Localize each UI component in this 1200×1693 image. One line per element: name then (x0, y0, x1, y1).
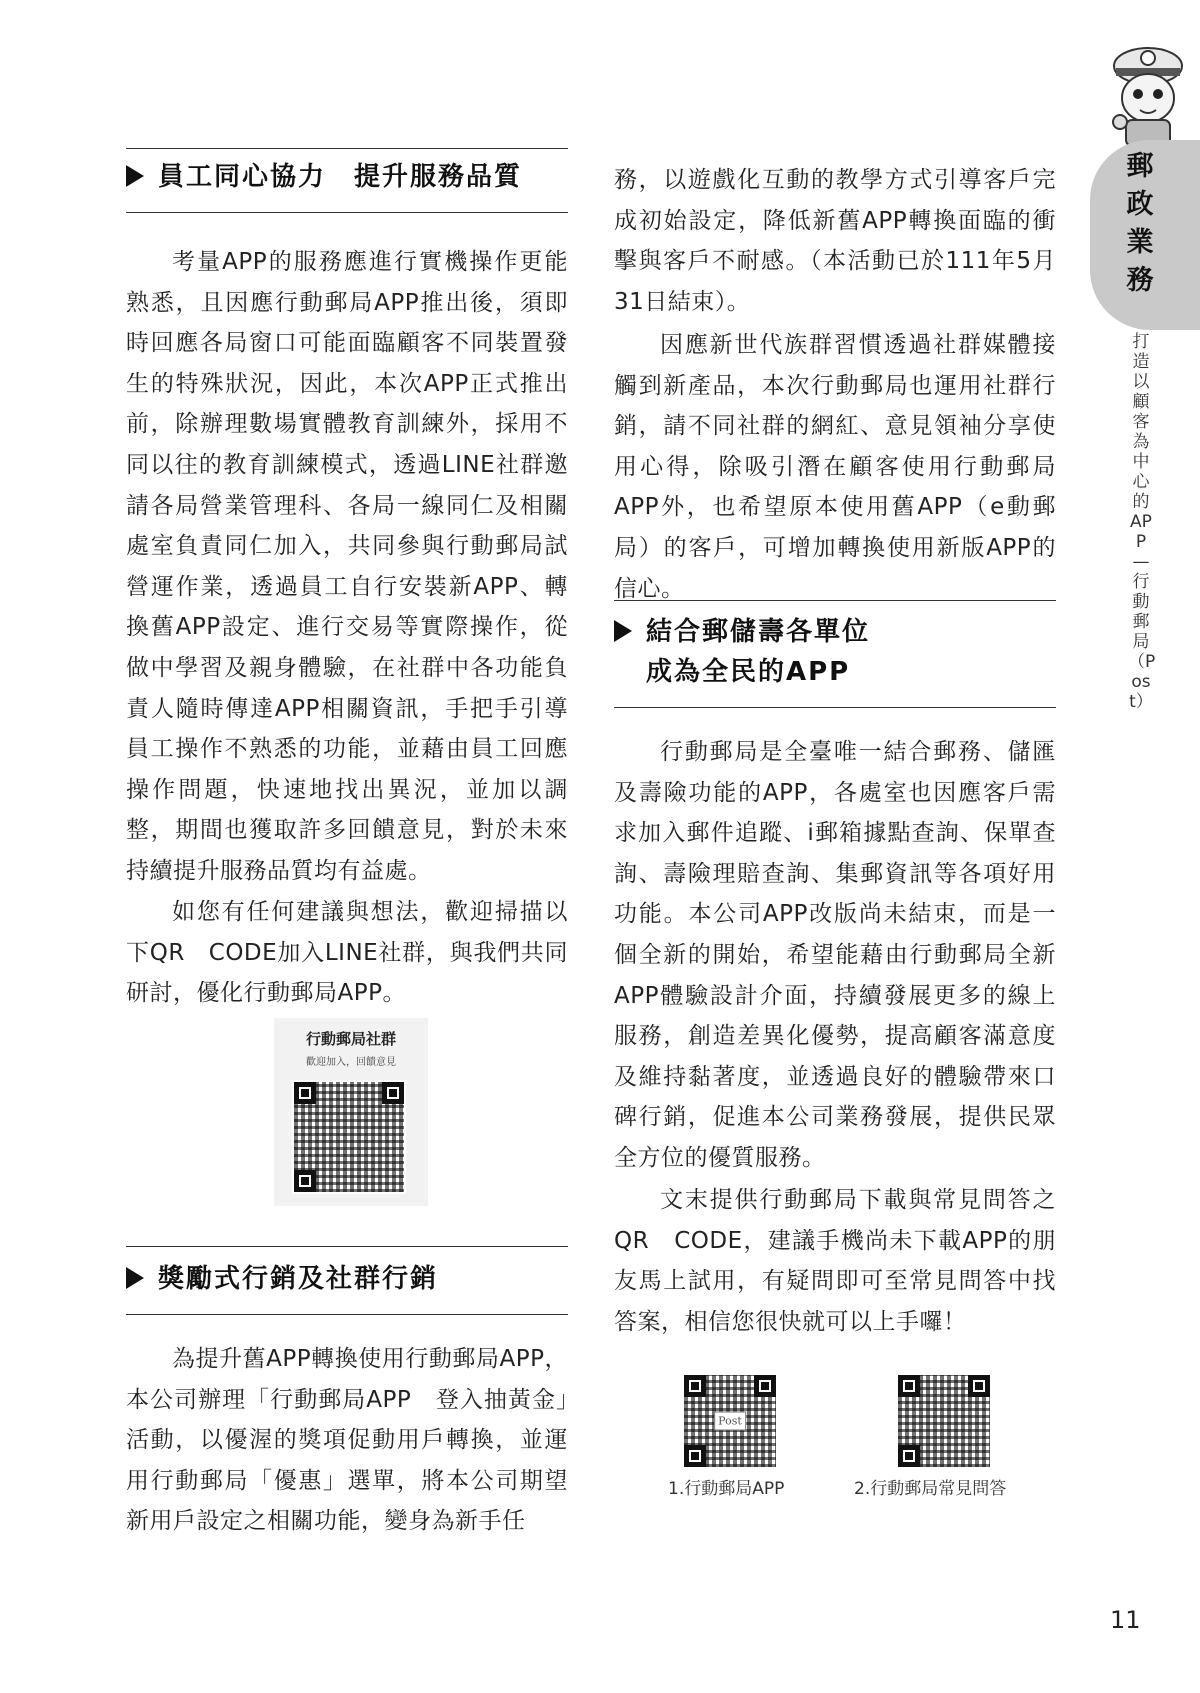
qr-card-title: 行動郵局社群 (305, 1030, 396, 1048)
divider (614, 707, 1056, 708)
body-paragraph: 如您有任何建議與想法，歡迎掃描以下QR CODE加入LINE社群，與我們共同研討，優化行動郵局APP。 (126, 899, 568, 1007)
article-subtitle-vertical: 打造以顧客為中心的APP—行動郵局（Post） (1128, 332, 1156, 712)
body-paragraph-continued: 務，以遊戲化互動的教學方式引導客戶完成初始設定，降低新舊APP轉換面臨的衝擊與客戶不耐感。（本活動已於111年5月31日結束）。 (614, 167, 1056, 315)
postal-mascot-illustration (1100, 36, 1192, 148)
triangle-bullet-icon (126, 165, 144, 187)
divider (126, 212, 568, 213)
section-heading: 獎勵式行銷及社群行銷 (126, 1259, 568, 1299)
qr-card-subtitle: 歡迎加入，回饋意見 (306, 1057, 396, 1068)
section-title-vertical: 郵政業務 (1126, 151, 1154, 296)
line-group-qr-card (274, 1018, 428, 1206)
triangle-bullet-icon (126, 1267, 144, 1289)
body-paragraph: 因應新世代族群習慣透過社群媒體接觸到新產品，本次行動郵局也運用社群行銷，請不同社群的網紅、意見領袖分享使用心得，除吸引潛在顧客使用行動郵局APP外，也希望原本使用舊APP（e動郵局）的客戶，可增加轉換使用新版APP的信心。 (614, 332, 1056, 602)
section-heading: 員工同心協力 提升服務品質 (126, 157, 568, 197)
divider (614, 600, 1056, 601)
section-heading: 結合郵儲壽各單位 成為全民的APP (614, 612, 1056, 692)
qr-caption: 1.行動郵局APP (668, 1479, 785, 1499)
page-number: 11 (1110, 1606, 1141, 1634)
divider (126, 148, 568, 149)
body-paragraph: 考量APP的服務應進行實機操作更能熟悉，且因應行動郵局APP推出後，須即時回應各局窗口可能面臨顧客不同裝置發生的特殊狀況，因此，本次APP正式推出前，除辦理數場實體教育訓練外，採用不同以往的教育訓練模式，透過LINE社群邀請各局營業管理科、各局一線同仁及相關處室負責同仁加入，共同參與行動郵局試營運作業，透過員工自行安裝新APP、轉換舊APP設定、進行交易等實際操作，從做中學習及親身體驗，在社群中各功能負責人隨時傳達APP相關資訊，手把手引導員工操作不熟悉的功能，並藉由員工回應操作問題，快速地找出異況，並加以調整，期間也獲取許多回饋意見，對於未來持續提升服務品質均有益處。 (126, 249, 568, 884)
triangle-bullet-icon (614, 620, 632, 642)
divider (126, 1246, 568, 1247)
faq-qr-code[interactable] (896, 1373, 992, 1469)
divider (126, 1314, 568, 1315)
body-paragraph: 行動郵局是全臺唯一結合郵務、儲匯及壽險功能的APP，各處室也因應客戶需求加入郵件追蹤、i郵箱據點查詢、保單查詢、壽險理賠查詢、集郵資訊等各項好用功能。本公司APP改版尚未結束，而是一個全新的開始，希望能藉由行動郵局全新APP體驗設計介面，持續發展更多的線上服務，創造差異化優勢，提高顧客滿意度及維持黏著度，並透過良好的體驗帶來口碑行銷，促進本公司業務發展，提供民眾全方位的優質服務。 (614, 739, 1056, 1171)
app-download-qr-code[interactable] (682, 1373, 778, 1469)
body-paragraph: 為提升舊APP轉換使用行動郵局APP，本公司辦理「行動郵局APP 登入抽黃金」活動，以優渥的獎項促動用戶轉換，並運用行動郵局「優惠」選單，將本公司期望新用戶設定之相關功能，變身為新手任 (126, 1346, 568, 1535)
qr-code[interactable] (292, 1080, 406, 1194)
post-logo: Post (714, 1412, 746, 1431)
body-paragraph: 文末提供行動郵局下載與常見問答之QR CODE，建議手機尚未下載APP的朋友馬上試用，有疑問即可至常見問答中找答案，相信您很快就可以上手囉！ (614, 1187, 1056, 1335)
qr-caption: 2.行動郵局常見問答 (854, 1479, 1007, 1499)
